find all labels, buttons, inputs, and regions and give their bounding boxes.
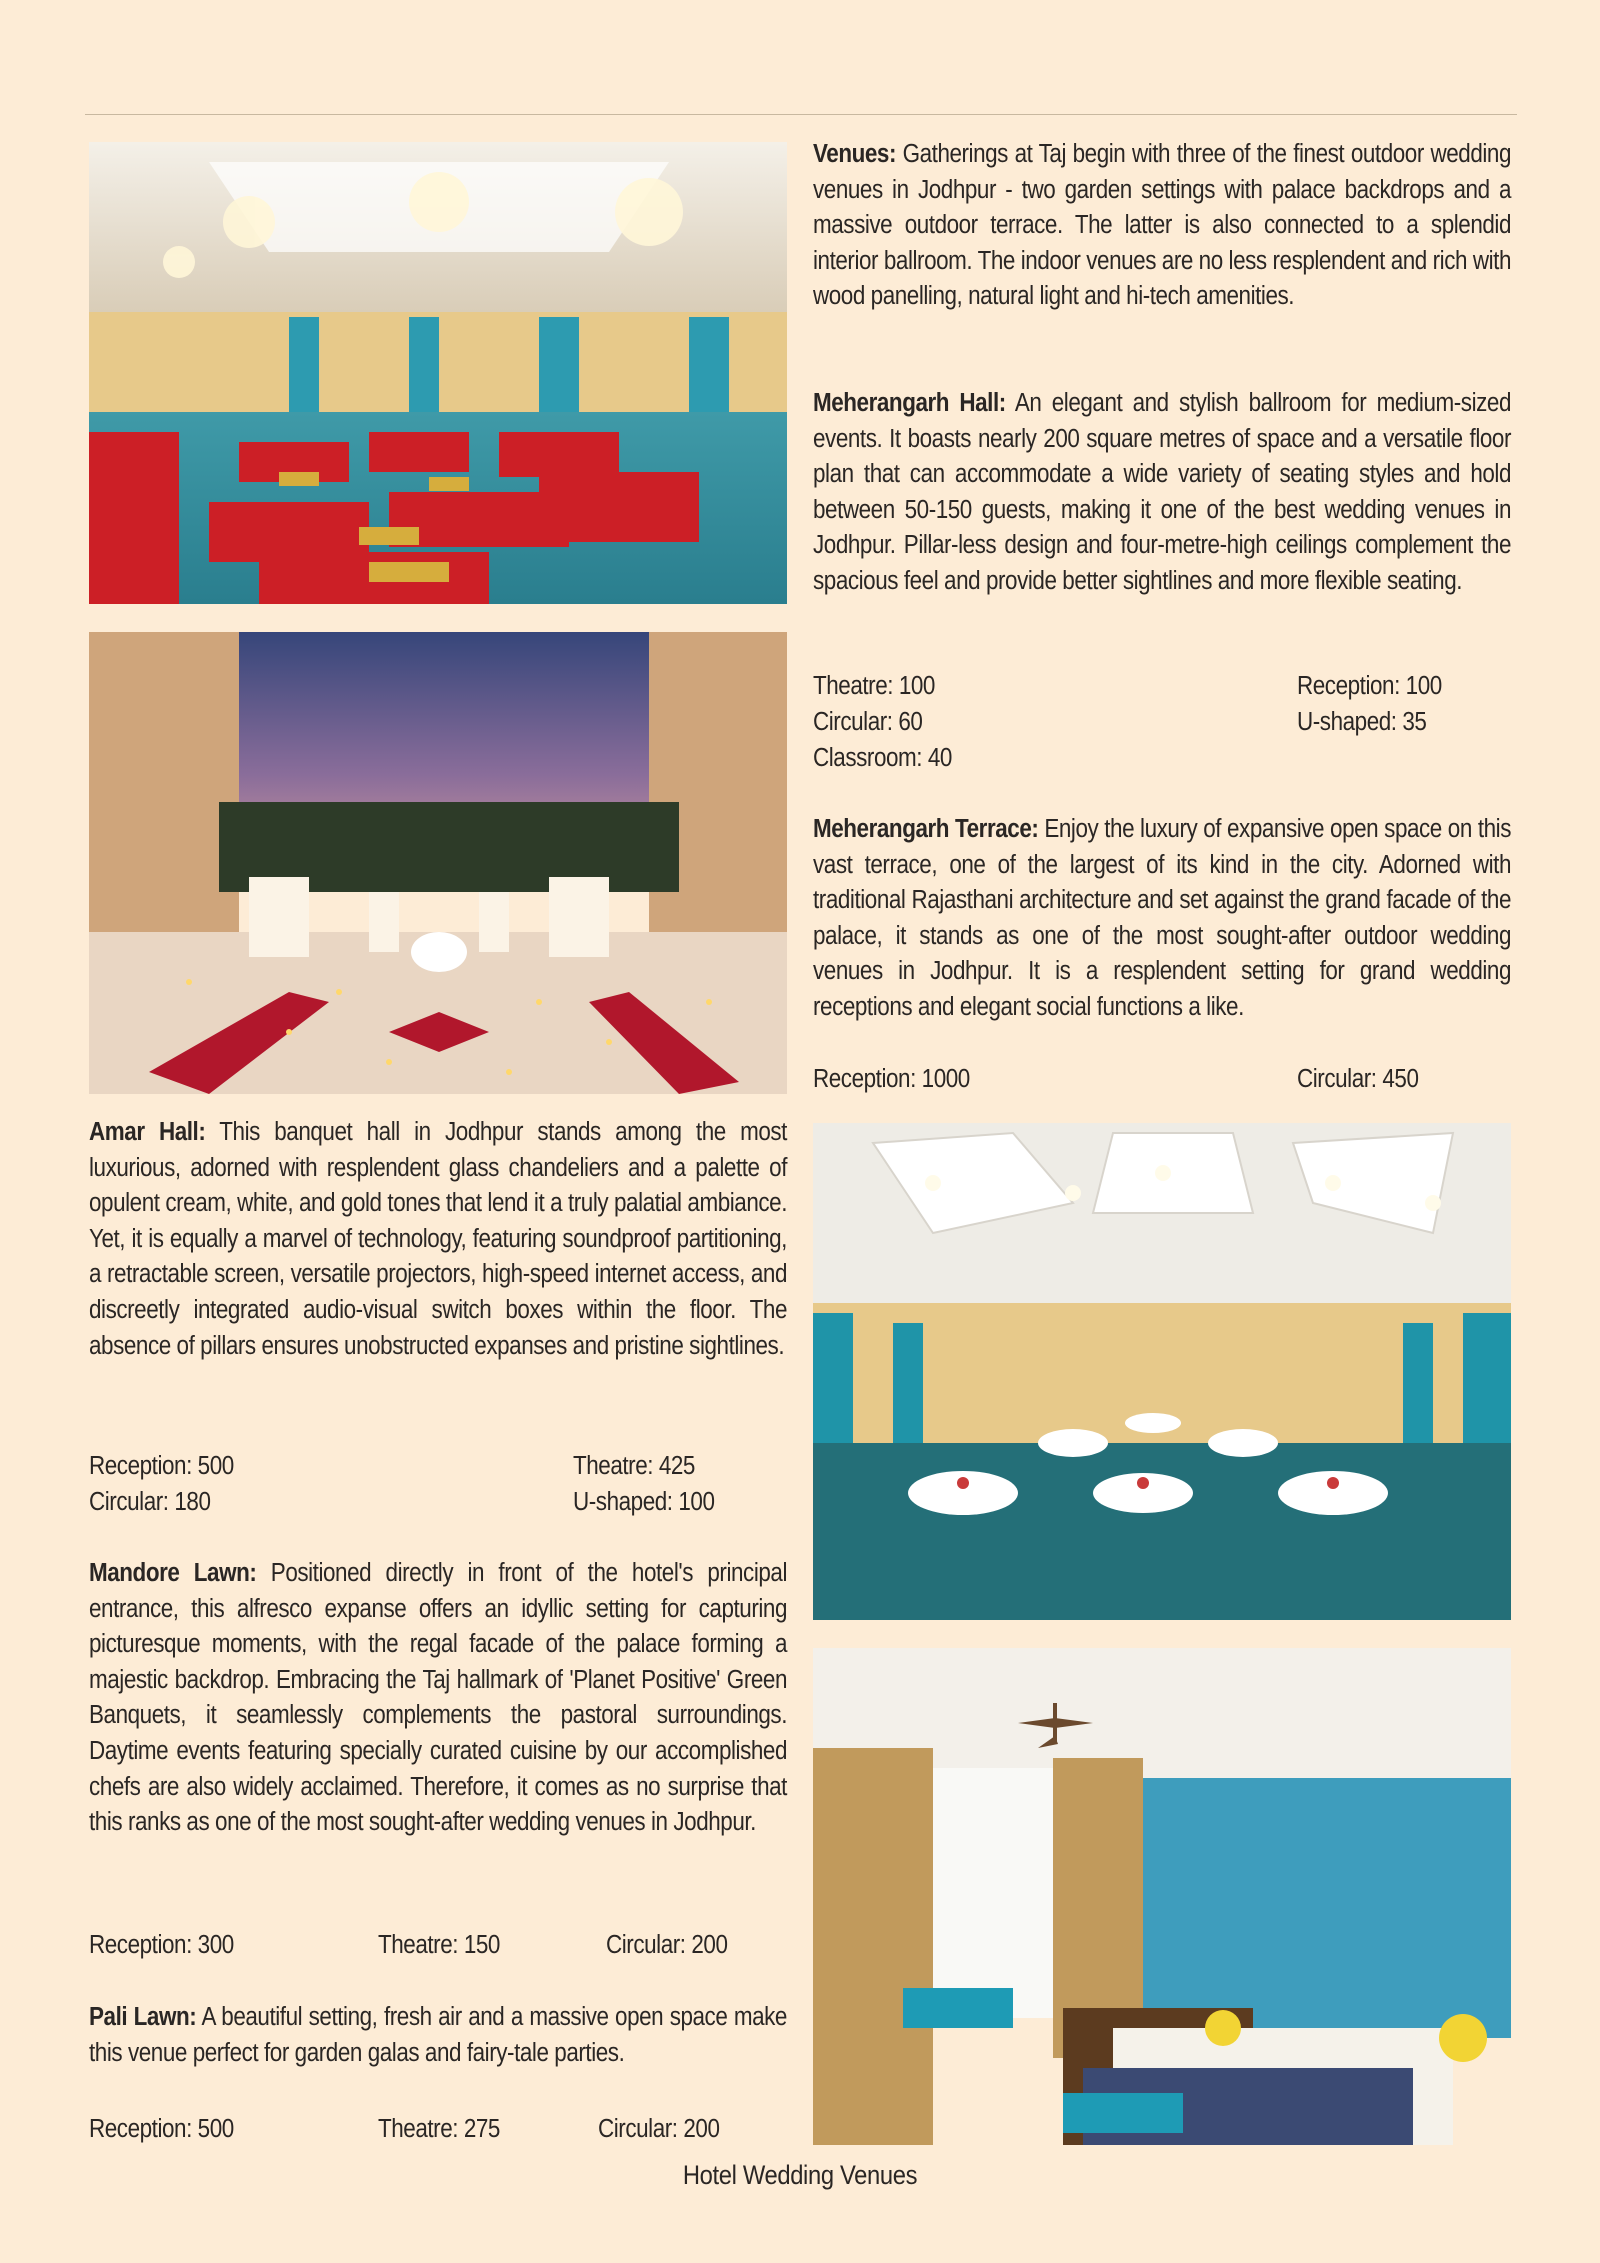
amar-hall-reception: Reception: 500 xyxy=(89,1452,234,1480)
meherangarh-hall-classroom: Classroom: 40 xyxy=(813,744,952,772)
venues-text: Gatherings at Taj begin with three of the finest outdoor wedding venues in Jodhpur - two garden settings with palace backdrops and a massive outdoor terrace. The latter is also connected to a splendid interior ballroom. The indoor venues are no less resplendent and rich with wood panelling, natural light and hi-tech amenities. xyxy=(813,140,1511,311)
mandore-lawn-text: Positioned directly in front of the hotel's principal entrance, this alfresco expanse offers an idyllic setting for capturing picturesque moments, with the regal facade of the palace forming a majestic backdrop. Embracing the Taj hallmark of 'Planet Positive' Green Banquets, it seamlessly complements the pastoral surroundings. Daytime events featuring specially curated cuisine by our accomplished chefs are also widely acclaimed. Therefore, it comes as no surprise that this ranks as one of the most sought-after wedding venues in Jodhpur. xyxy=(89,1559,787,1837)
meherangarh-terrace-reception: Reception: 1000 xyxy=(813,1065,970,1093)
amar-hall-text: This banquet hall in Jodhpur stands among the most luxurious, adorned with resplendent glass chandeliers and a palette of opulent cream, white, and gold tones that lend it a truly palatial ambiance. Yet, it is equally a marvel of technology, featuring soundproof partitioning, a retractable screen, versatile projectors, high-speed internet access, and discreetly integrated audio-visual switch boxes within the floor. The absence of pillars ensures unobstructed expanses and pristine sightlines. xyxy=(89,1118,787,1360)
meherangarh-terrace-circular: Circular: 450 xyxy=(1297,1065,1419,1093)
meherangarh-hall-text: An elegant and stylish ballroom for medium-sized events. It boasts nearly 200 square metres of space and a versatile floor plan that can accommodate a wide variety of seating styles and hold between 50-150 guests, making it one of the best wedding venues in Jodhpur. Pillar-less design and four-metre-high ceilings complement the spacious feel and provide better sightlines and more flexible seating. xyxy=(813,389,1511,595)
ballroom-round-tables-photo xyxy=(813,1123,1511,1620)
venues-paragraph xyxy=(813,137,1511,315)
amar-hall-banquet-photo xyxy=(89,142,787,604)
amar-hall-u-shaped: U-shaped: 100 xyxy=(573,1488,715,1516)
terrace-dinner-photo xyxy=(89,632,787,1094)
meherangarh-hall-reception: Reception: 100 xyxy=(1297,672,1442,700)
pali-lawn-paragraph xyxy=(89,2000,787,2071)
amar-hall-circular: Circular: 180 xyxy=(89,1488,211,1516)
amar-hall-title: Amar Hall: xyxy=(89,1118,206,1146)
meherangarh-hall-u-shaped: U-shaped: 35 xyxy=(1297,708,1427,736)
meherangarh-terrace-title: Meherangarh Terrace: xyxy=(813,815,1039,843)
mandore-lawn-paragraph xyxy=(89,1556,787,1841)
mandore-lawn-reception: Reception: 300 xyxy=(89,1931,234,1959)
pali-lawn-reception: Reception: 500 xyxy=(89,2115,234,2143)
amar-hall-theatre: Theatre: 425 xyxy=(573,1452,695,1480)
pali-lawn-text: A beautiful setting, fresh air and a massive open space make this venue perfect for garden galas and fairy-tale parties. xyxy=(89,2003,787,2067)
page-footer: Hotel Wedding Venues xyxy=(682,2160,918,2190)
venues-title: Venues: xyxy=(813,140,896,168)
mandore-lawn-circular: Circular: 200 xyxy=(606,1931,728,1959)
header-divider xyxy=(85,114,1517,115)
pali-lawn-circular: Circular: 200 xyxy=(598,2115,720,2143)
mandore-lawn-theatre: Theatre: 150 xyxy=(378,1931,500,1959)
meherangarh-hall-theatre: Theatre: 100 xyxy=(813,672,935,700)
suite-bedroom-photo xyxy=(813,1648,1511,2145)
pali-lawn-theatre: Theatre: 275 xyxy=(378,2115,500,2143)
meherangarh-hall-circular: Circular: 60 xyxy=(813,708,923,736)
amar-hall-paragraph xyxy=(89,1115,787,1364)
pali-lawn-title: Pali Lawn: xyxy=(89,2003,197,2031)
meherangarh-terrace-paragraph xyxy=(813,812,1511,1026)
meherangarh-hall-title: Meherangarh Hall: xyxy=(813,389,1006,417)
meherangarh-terrace-text: Enjoy the luxury of expansive open space on this vast terrace, one of the largest of its kind in the city. Adorned with traditional Rajasthani architecture and set against the grand facade of the palace, it stands as one of the most sought-after outdoor wedding venues in Jodhpur. It is a resplendent setting for grand wedding receptions and elegant social functions a like. xyxy=(813,815,1511,1021)
mandore-lawn-title: Mandore Lawn: xyxy=(89,1559,257,1587)
meherangarh-hall-paragraph xyxy=(813,386,1511,600)
